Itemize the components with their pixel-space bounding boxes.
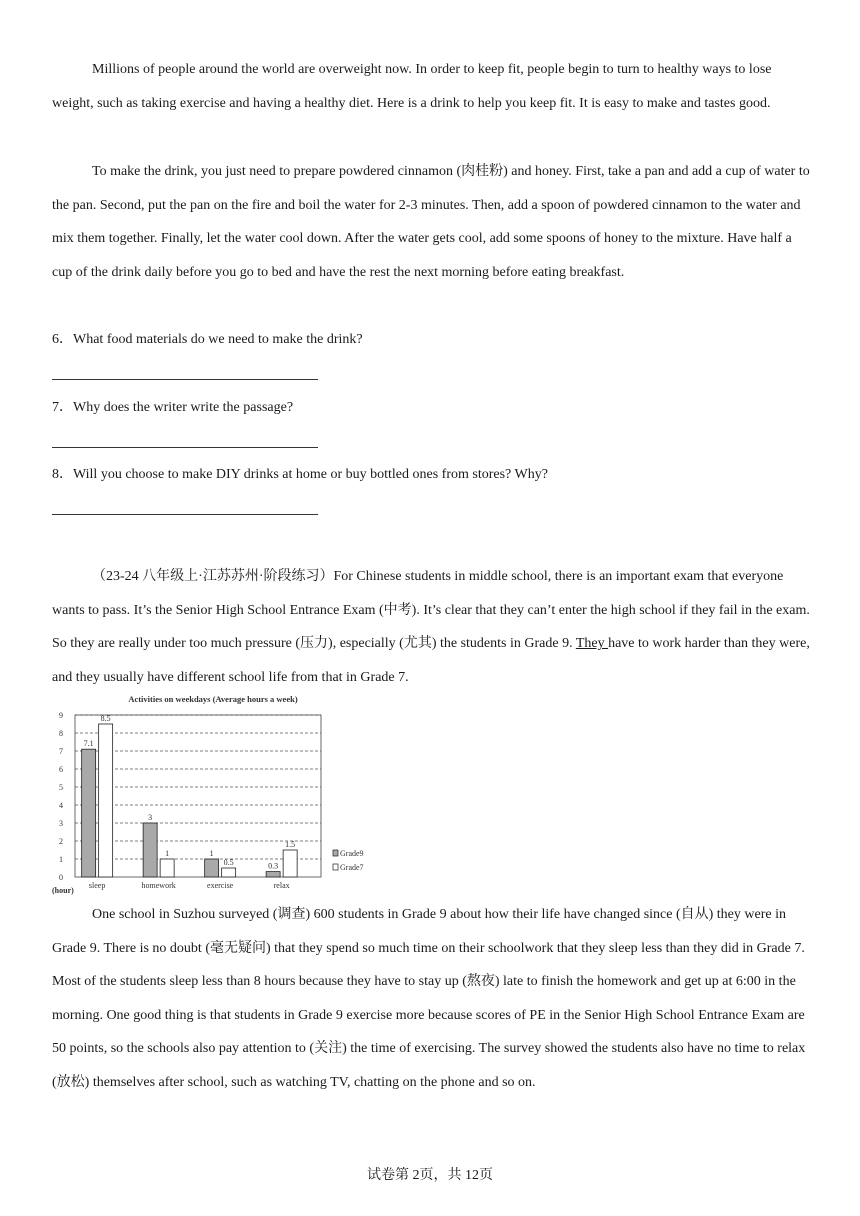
bar-grade7-homework: [160, 859, 174, 877]
passage2-intro: [52, 560, 812, 694]
question-8: 8．Will you choose to make DIY drinks at home or buy bottled ones from stores? Why?: [52, 467, 548, 482]
passage1-paragraph2: To make the drink, you just need to prepare powdered cinnamon (肉桂粉) and honey. First, take a pan and add a cup of water to the pan. Second, put the pan on the fire and boil the water for 2-3 minutes. Then, add a spoon of powdered cinnamon to the water and mix them together. Finally, let the water cool down. After the water gets cool, add some spoons of honey to the mixture. Have half a cup of the drink daily before you go to bed and have the rest the next morning before eating breakfast.: [52, 164, 810, 280]
x-tick-label-sleep: sleep: [88, 881, 106, 890]
data-label: 1: [165, 849, 170, 858]
data-label: 8.5: [100, 714, 111, 723]
data-label: 0.3: [268, 861, 279, 871]
data-label: 1.5: [285, 840, 296, 849]
chart-title: Activities on weekdays (Average hours a week): [128, 694, 298, 704]
bar-grade7-relax: [283, 850, 297, 877]
y-tick-label: 8: [59, 729, 63, 738]
x-tick-label-relax: relax: [273, 881, 290, 890]
data-label: 3: [148, 813, 153, 822]
legend-swatch-grade9: [333, 850, 338, 856]
answer-line-8[interactable]: [52, 514, 318, 515]
question-6: 6．What food materials do we need to make the drink?: [52, 332, 363, 347]
y-tick-label: 2: [59, 837, 63, 846]
y-axis-label: (hour): [52, 886, 74, 895]
answer-line-6[interactable]: [52, 379, 318, 380]
passage1-paragraph1: Millions of people around the world are overweight now. In order to keep fit, people begin to turn to healthy ways to lose weight, such as taking exercise and having a healthy diet. Here is a drink to help you keep fit. It is easy to make and tastes good.: [52, 62, 772, 111]
y-tick-label: 7: [59, 747, 63, 756]
legend-swatch-grade7: [333, 864, 338, 870]
y-tick-label: 6: [59, 765, 63, 774]
activities-bar-chart: [46, 690, 386, 898]
x-tick-label-exercise: exercise: [207, 881, 234, 890]
question-7: 7．Why does the writer write the passage?: [52, 400, 294, 415]
y-tick-label: 3: [59, 819, 63, 828]
x-tick-label-homework: homework: [141, 881, 176, 890]
answer-line-7[interactable]: [52, 447, 318, 448]
y-tick-label: 0: [59, 873, 63, 882]
bar-grade9-homework: [143, 823, 157, 877]
legend-label-grade7: Grade7: [340, 863, 364, 872]
bar-grade9-exercise: [205, 859, 219, 877]
bar-grade7-exercise: [222, 868, 236, 877]
y-tick-label: 5: [59, 783, 63, 792]
y-tick-label: 1: [59, 855, 63, 864]
passage2-intro-rest: have to work harder than they were, and they usually have different school life from that in Grade 7.: [52, 636, 810, 685]
y-tick-label: 4: [59, 801, 63, 810]
bar-grade9-relax: [266, 872, 280, 877]
passage2-intro-text: （23-24 八年级上·江苏苏州·阶段练习）For Chinese students in middle school, there is an important exam that everyone wants to pass. It’s the Senior High School Entrance Exam (中考). It’s clear that they can’t enter the high school if they fail in the exam. So they are really under too much pressure (压力), especially (尤其) the students in Grade 9.: [52, 569, 810, 652]
bar-grade9-sleep: [82, 749, 96, 877]
passage2-paragraph2: One school in Suzhou surveyed (调查) 600 students in Grade 9 about how their life have changed since (自从) they were in Grade 9. There is no doubt (毫无疑问) that they spend so much time on their schoolwork that they sleep less than they did in Grade 7. Most of the students sleep less than 8 hours because they have to stay up (熬夜) late to finish the homework and get up at 6:00 in the morning. One good thing is that students in Grade 9 exercise more because scores of PE in the Senior High School Entrance Exam are 50 points, so the schools also pay attention to (关注) the time of exercising. The survey showed the students also have no time to relax (放松) themselves after school, such as watching TV, chatting on the phone and so on.: [52, 907, 806, 1090]
bar-grade7-sleep: [99, 724, 113, 877]
underlined-word-they: They: [575, 636, 609, 652]
data-label: 0.5: [223, 858, 234, 867]
data-label: 1: [209, 849, 214, 858]
data-label: 7.1: [83, 739, 94, 749]
legend-label-grade9: Grade9: [340, 849, 364, 858]
y-tick-label: 9: [59, 711, 63, 720]
page-footer: 试卷第 2页，共 12页: [367, 1168, 493, 1183]
